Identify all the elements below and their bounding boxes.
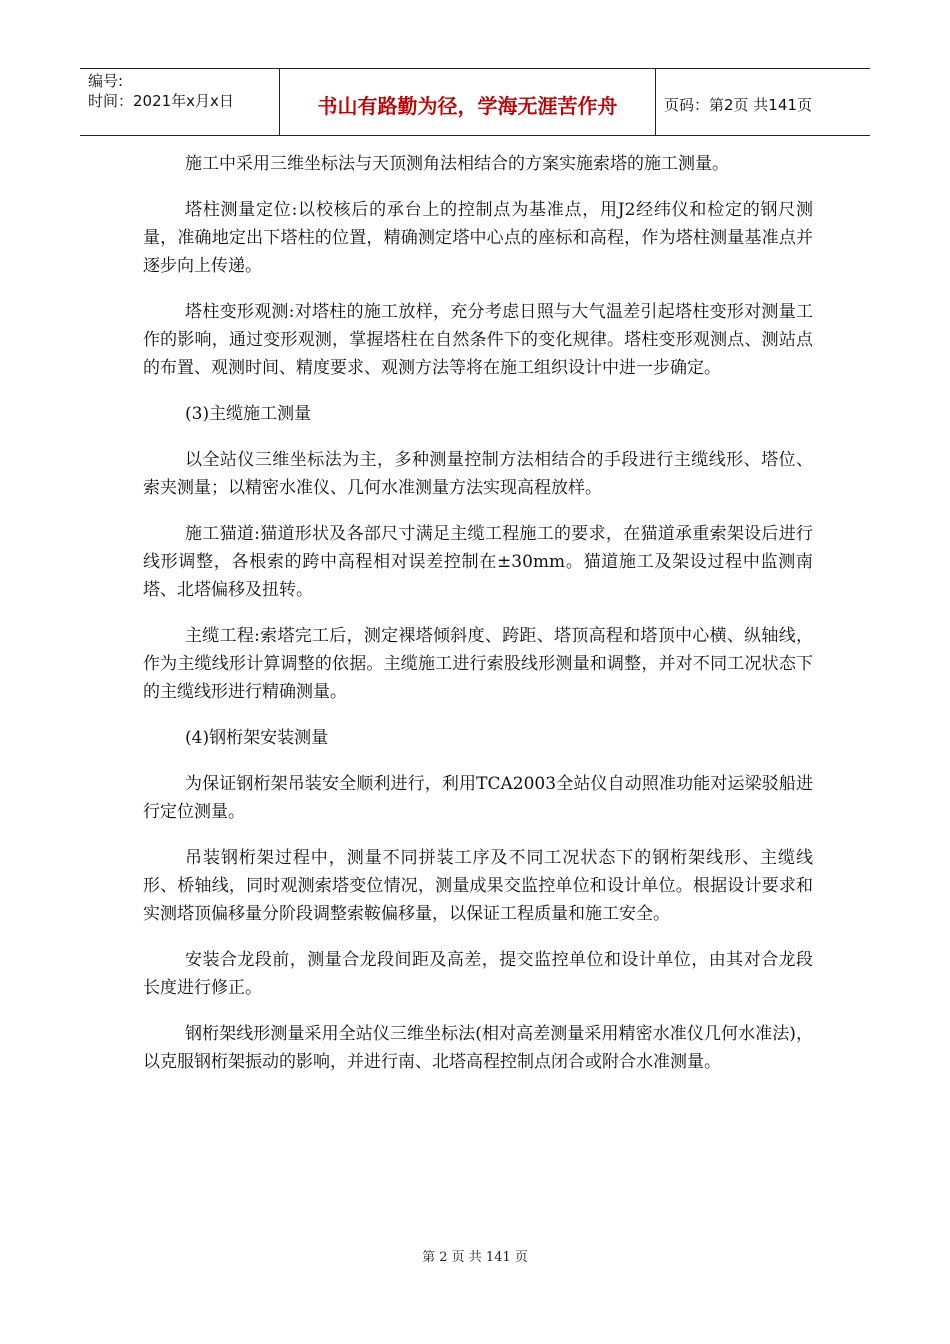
header-page-info: 页码：第2页 共141页 <box>664 95 812 114</box>
paragraph: 为保证钢桁架吊装安全顺利进行，利用TCA2003全站仪自动照准功能对运梁驳船进行定位测量。 <box>143 774 813 822</box>
serial-number-label: 编号: <box>88 72 124 90</box>
paragraph: 塔柱测量定位:以校核后的承台上的控制点为基准点，用J2经纬仪和检定的钢尺测量，准确地定出下塔柱的位置，精确测定塔中心点的座标和高程，作为塔柱测量基准点并逐步向上传递。 <box>143 200 813 276</box>
paragraph: 主缆工程:索塔完工后，测定裸塔倾斜度、跨距、塔顶高程和塔顶中心横、纵轴线，作为主缆线形计算调整的依据。主缆施工进行索股线形测量和调整，并对不同工况状态下的主缆线形进行精确测量。 <box>143 626 813 702</box>
paragraph: 施工猫道:猫道形状及各部尺寸满足主缆工程施工的要求，在猫道承重索架设后进行线形调整，各根索的跨中高程相对误差控制在±30mm。猫道施工及架设过程中监测南塔、北塔偏移及扭转。 <box>143 524 813 600</box>
section-heading: (3)主缆施工测量 <box>185 404 312 424</box>
header-motto: 书山有路勤为径，学海无涯苦作舟 <box>280 69 656 135</box>
paragraph: 施工中采用三维坐标法与天顶测角法相结合的方案实施索塔的施工测量。 <box>185 154 729 174</box>
paragraph: 以全站仪三维坐标法为主，多种测量控制方法相结合的手段进行主缆线形、塔位、索夹测量；以精密水准仪、几何水准测量方法实现高程放样。 <box>143 450 813 498</box>
paragraph: 吊装钢桁架过程中，测量不同拼装工序及不同工况状态下的钢桁架线形、主缆线形、桥轴线，同时观测索塔变位情况，测量成果交监控单位和设计单位。根据设计要求和实测塔顶偏移量分阶段调整索鞍偏移量，以保证工程质量和施工安全。 <box>143 848 813 924</box>
page-footer: 第 2 页 共 141 页 <box>422 1250 528 1265</box>
page-header <box>80 68 870 136</box>
document-body <box>143 150 813 1094</box>
date-label: 时间：2021年x月x日 <box>88 92 234 110</box>
paragraph: 安装合龙段前，测量合龙段间距及高差，提交监控单位和设计单位，由其对合龙段长度进行修正。 <box>143 950 813 998</box>
paragraph: 塔柱变形观测:对塔柱的施工放样，充分考虑日照与大气温差引起塔柱变形对测量工作的影响，通过变形观测，掌握塔柱在自然条件下的变化规律。塔柱变形观测点、测站点的布置、观测时间、精度要求、观测方法等将在施工组织设计中进一步确定。 <box>143 302 813 378</box>
paragraph: 钢桁架线形测量采用全站仪三维坐标法(相对高差测量采用精密水准仪几何水准法)，以克服钢桁架振动的影响，并进行南、北塔高程控制点闭合或附合水准测量。 <box>143 1024 813 1072</box>
section-heading: (4)钢桁架安装测量 <box>185 728 329 748</box>
header-info-cell <box>80 69 280 135</box>
